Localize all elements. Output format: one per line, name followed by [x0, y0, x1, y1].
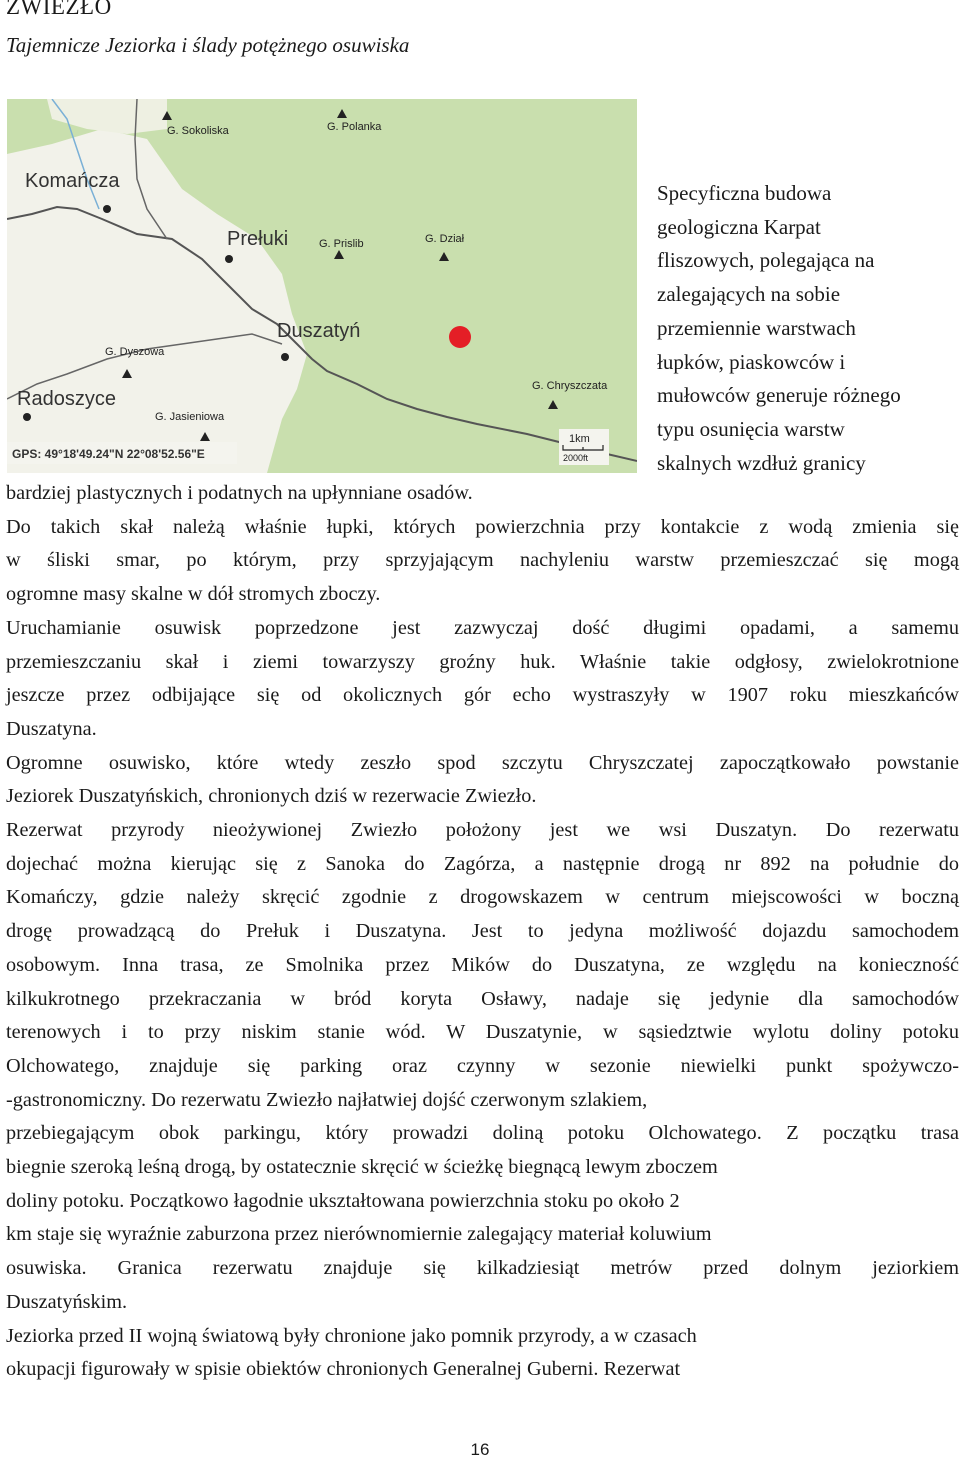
label-duszatyn: Duszatyń	[277, 320, 361, 342]
body-line: kilkukrotnego przekraczania w bród koryta Osławy, nadaje się jedynie dla samochodów	[6, 987, 959, 1010]
gps-coordinates: GPS: 49°18'49.24"N 22°08'52.56"E	[12, 447, 205, 461]
body-line: doliny potoku. Początkowo łagodnie ukształtowana powierzchnia stoku po około 2	[6, 1189, 680, 1212]
body-line: km staje się wyraźnie zaburzona przez nierównomiernie zalegający materiał koluwium	[6, 1223, 712, 1246]
document-subtitle: Tajemnicze Jeziorka i ślady potężnego osuwiska	[6, 33, 410, 57]
body-text	[6, 477, 959, 1387]
body-line: jeszcze przez odbijające się od okolicznych gór echo wystraszyły w 1907 roku mieszkańców	[6, 684, 959, 707]
side-text-line: skalnych wzdłuż granicy	[657, 450, 866, 475]
label-dzial: G. Dział	[425, 233, 465, 245]
body-line: Uruchamianie osuwisk poprzedzone jest zazwyczaj dość długimi opadami, a samemu	[6, 616, 959, 639]
body-line: Jeziorka przed II wojną światową były chronione jako pomnik przyrody, a w czasach	[6, 1324, 697, 1347]
body-line: dojechać można kierując się z Sanoka do Zagórza, a następnie drogą nr 892 na południe do	[6, 852, 959, 875]
body-line: przebiegającym obok parkingu, który prowadzi doliną potoku Olchowatego. Z początku trasa	[6, 1122, 959, 1145]
label-preluki: Prełuki	[227, 228, 289, 250]
side-text-line: geologiczna Karpat	[657, 214, 821, 239]
side-text-line: fliszowych, polegająca na	[657, 248, 875, 273]
body-line: terenowych i to przy niskim stanie wód. W Duszatynie, w sąsiedztwie wylotu doliny potoku	[6, 1021, 959, 1044]
body-line: ogromne masy skalne w dół stromych zboczy.	[6, 583, 381, 606]
location-map	[7, 99, 637, 473]
body-line: okupacji figurowały w spisie obiektów chronionych Generalnej Guberni. Rezerwat	[6, 1358, 681, 1381]
town-duszatyn-dot	[281, 353, 289, 361]
side-text-line: mułowców generuje różnego	[657, 383, 901, 408]
side-text-line: łupków, piaskowców i	[657, 349, 846, 374]
body-line: -gastronomiczny. Do rezerwatu Zwiezło najłatwiej dojść czerwonym szlakiem,	[6, 1088, 648, 1111]
body-line: drogę prowadzącą do Prełuk i Duszatyna. Jest to jedyna możliwość dojazdu samochodem	[6, 920, 959, 943]
label-jasieniowa: G. Jasieniowa	[155, 411, 225, 423]
body-line: Do takich skał należą właśnie łupki, których powierzchnia przy kontakcie z wodą zmienia się	[6, 515, 959, 538]
label-chryszczata: G. Chryszczata	[532, 380, 608, 392]
town-radoszyce-dot	[23, 413, 31, 421]
body-line: przemieszczaniu skał i ziemi towarzyszy groźny huk. Właśnie takie odgłosy, zwielokrotnione	[6, 650, 959, 673]
label-prislib: G. Prislib	[319, 238, 364, 250]
body-line: w śliski smar, po którym, przy sprzyjającym nachyleniu warstw przemieszczać się mogą	[6, 549, 959, 572]
side-paragraph	[657, 177, 901, 480]
scale-km-label: 1km	[569, 433, 590, 445]
body-line: Rezerwat przyrody nieożywionej Zwiezło położony jest we wsi Duszatyn. Do rezerwatu	[6, 819, 959, 842]
body-line: Duszatyńskim.	[6, 1290, 128, 1313]
label-dyszowa: G. Dyszowa	[105, 346, 165, 358]
page-number: 16	[470, 1440, 490, 1459]
label-radoszyce: Radoszyce	[17, 388, 116, 410]
town-komancza-dot	[103, 205, 111, 213]
body-line: osobowym. Inna trasa, ze Smolnika przez Mików do Duszatyna, ze względu na konieczność	[6, 953, 959, 976]
side-text-line: zalegających na sobie	[657, 282, 841, 307]
body-line: Olchowatego, znajduje się parking oraz czynny w sezonie niewielki punkt spożywczo-	[6, 1054, 959, 1077]
label-komancza: Komańcza	[25, 170, 120, 192]
body-line: bardziej plastycznych i podatnych na upłynniane osadów.	[6, 482, 473, 504]
body-line: osuwiska. Granica rezerwatu znajduje się kilkadziesiąt metrów przed dolnym jeziorkiem	[6, 1257, 959, 1280]
body-line: Ogromne osuwisko, które wtedy zeszło spod szczytu Chryszczatej zapoczątkowało powstanie	[6, 751, 959, 774]
side-text-line: przemiennie warstwach	[657, 315, 856, 340]
town-preluki-dot	[225, 255, 233, 263]
label-polanka: G. Polanka	[327, 121, 382, 133]
label-sokoliska: G. Sokoliska	[167, 125, 229, 137]
body-line: biegnie szeroką leśną drogą, by ostatecznie skręcić w ścieżkę biegnącą lewym zboczem	[6, 1156, 718, 1179]
body-line: Komańczy, gdzie należy skręcić zgodnie z drogowskazem w centrum miejscowości w boczną	[6, 886, 959, 909]
reserve-location-marker	[449, 326, 471, 348]
body-line: Duszatyna.	[6, 717, 97, 740]
document-title: ZWIEZŁO	[6, 0, 112, 19]
side-text-line: typu osunięcia warstw	[657, 416, 845, 441]
side-text-line: Specyficzna budowa	[657, 181, 832, 205]
scale-ft-label: 2000ft	[563, 453, 589, 463]
body-line: Jeziorek Duszatyńskich, chronionych dziś w rezerwacie Zwiezło.	[6, 785, 537, 808]
